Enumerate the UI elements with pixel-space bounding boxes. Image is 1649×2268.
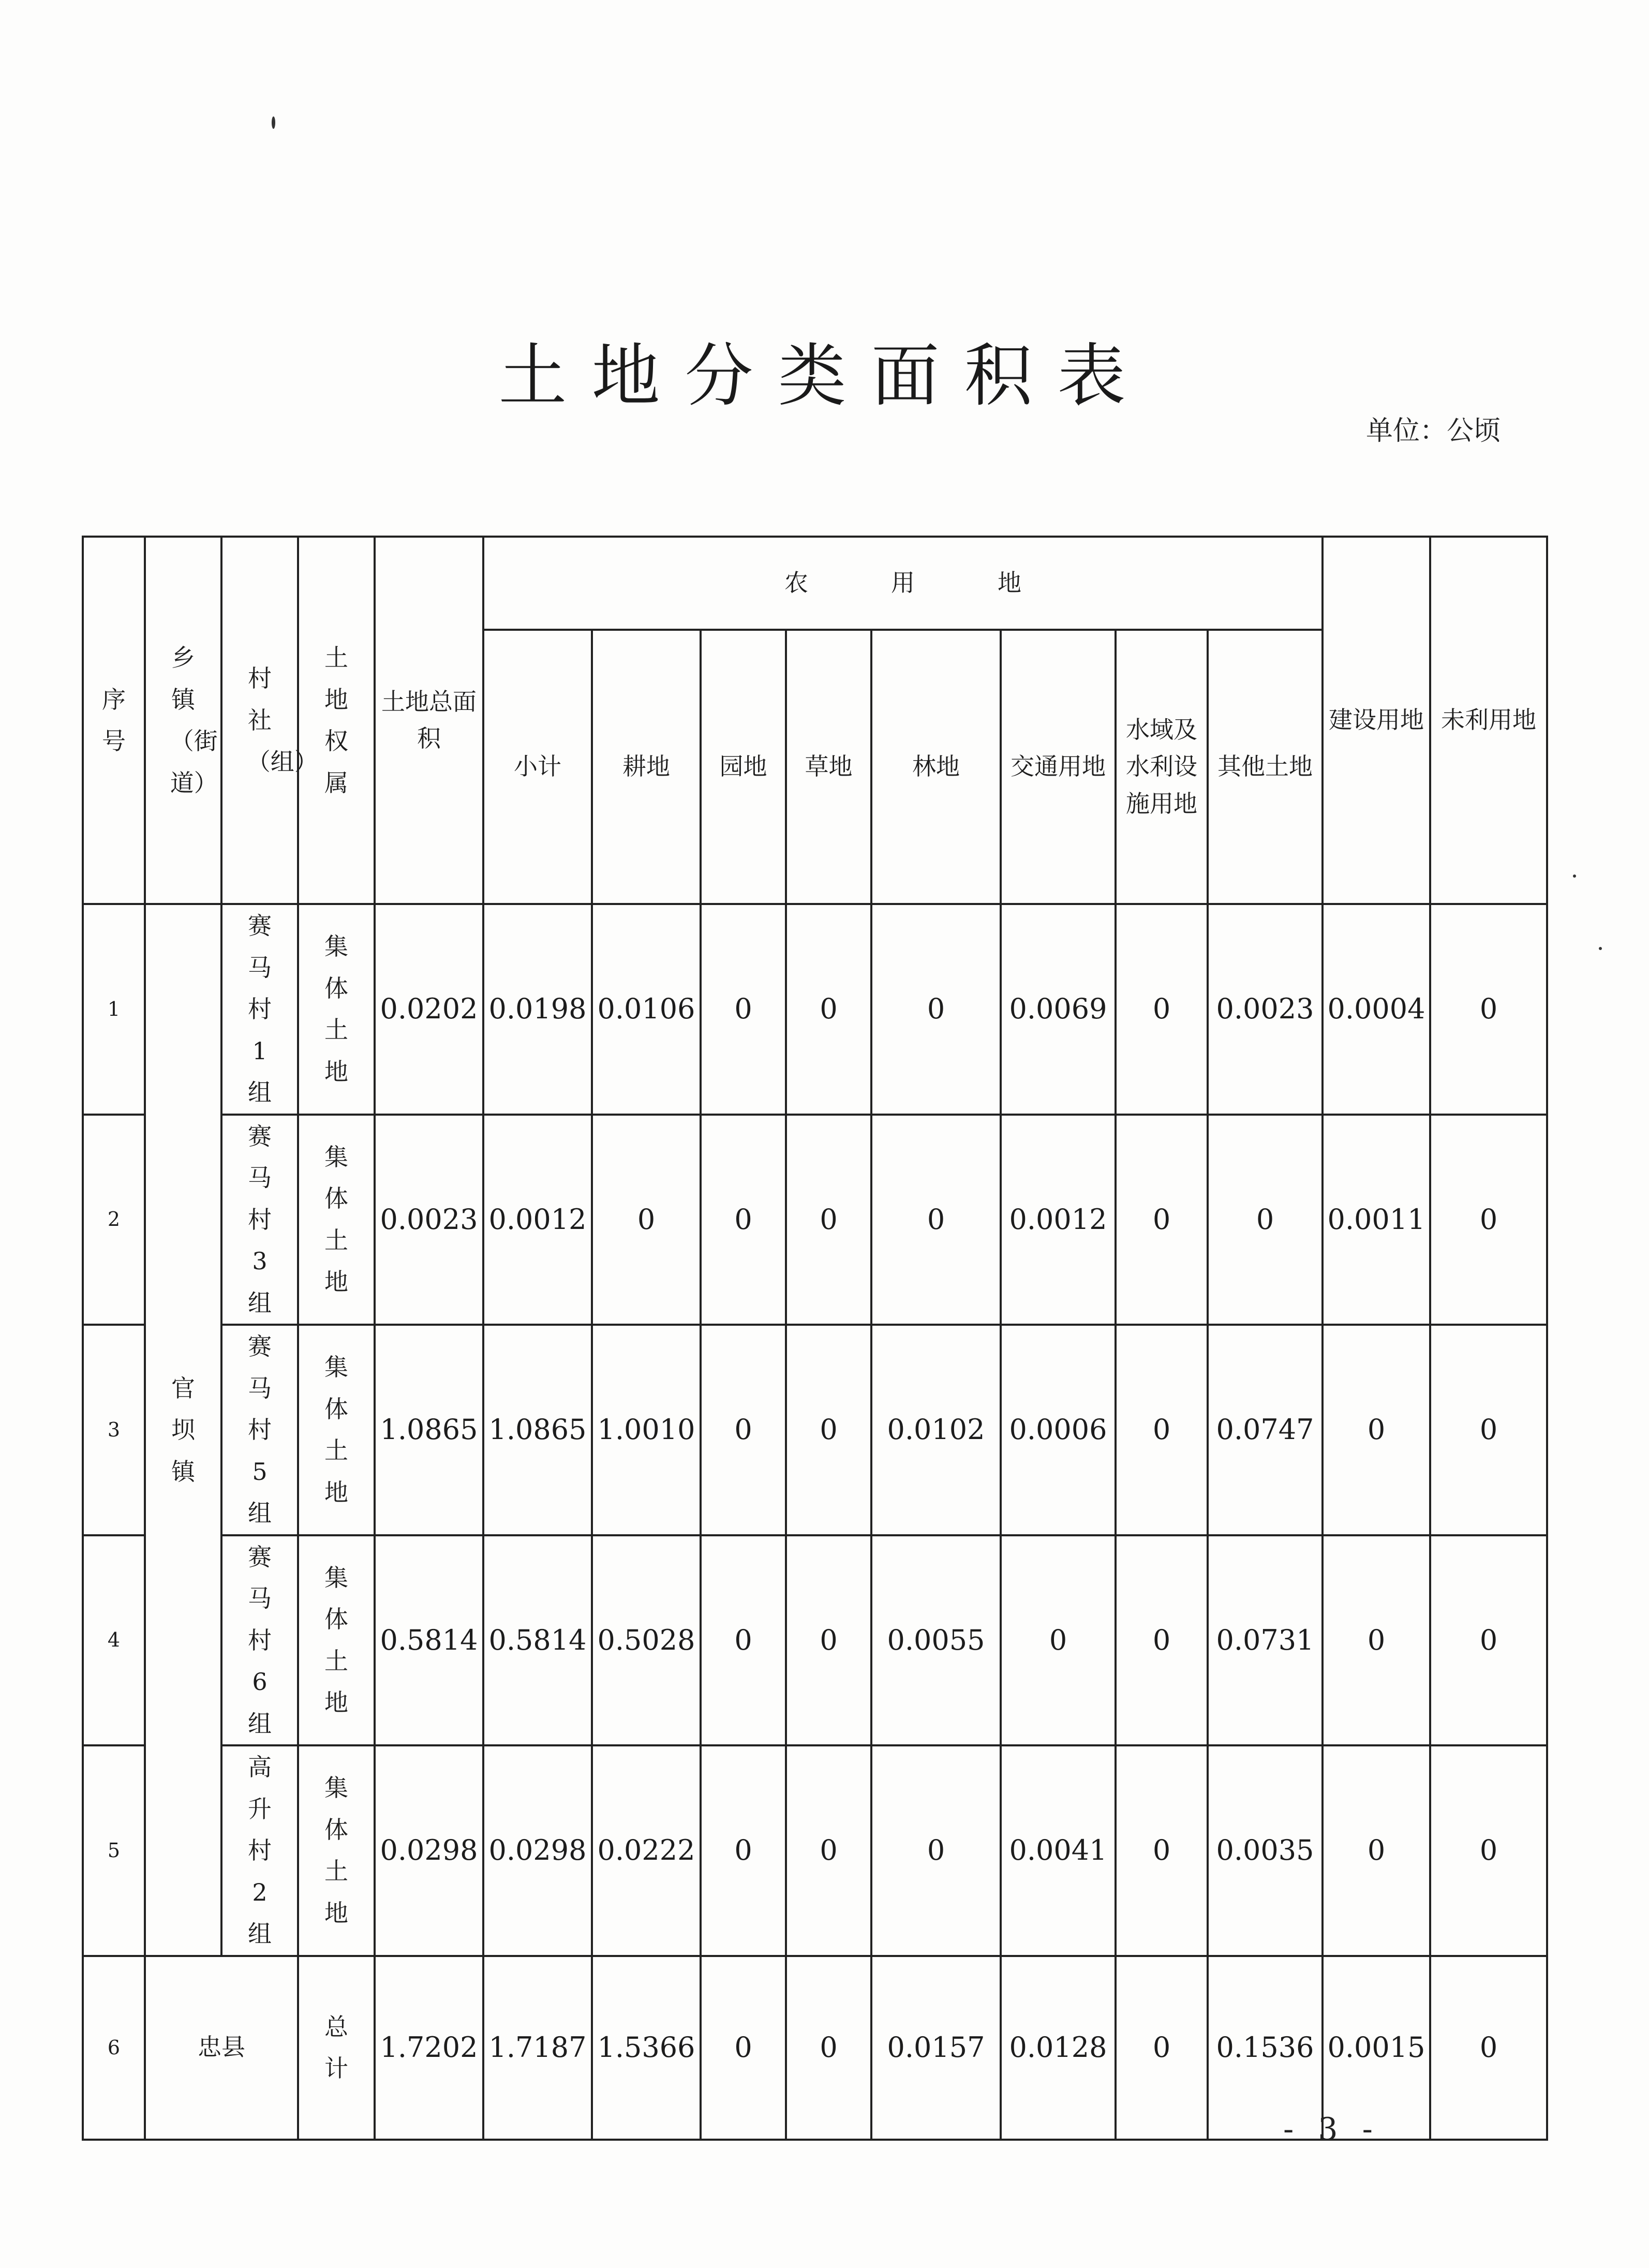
grass-cell: 0: [786, 904, 871, 1115]
total-area-cell: 0.0023: [375, 1115, 483, 1325]
unused-cell: 0: [1430, 1115, 1547, 1325]
subtotal-cell: 0.0198: [483, 904, 592, 1115]
row-seq: 2: [83, 1115, 145, 1325]
header-cultivated: 耕地: [592, 630, 701, 904]
construction-cell: 0: [1323, 1535, 1430, 1746]
header-garden: 园地: [701, 630, 786, 904]
row-seq: 5: [83, 1745, 145, 1956]
cultivated-cell: 0.0222: [592, 1745, 701, 1956]
garden-cell: 0: [701, 1115, 786, 1325]
garden-cell: 0: [701, 1535, 786, 1746]
unused-cell: 0: [1430, 1325, 1547, 1535]
forest-cell: 0.0102: [871, 1325, 1001, 1535]
forest-cell: 0.0157: [871, 1956, 1001, 2140]
water-cell: 0: [1116, 1115, 1208, 1325]
garden-cell: 0: [701, 1745, 786, 1956]
page-number: - 3 -: [1283, 2111, 1380, 2147]
scan-speck: [1599, 947, 1602, 950]
total-area-cell: 0.5814: [375, 1535, 483, 1746]
water-cell: 0: [1116, 904, 1208, 1115]
table-row: [83, 904, 1547, 1115]
row-seq: 4: [83, 1535, 145, 1746]
ownership-cell: 集体土地: [298, 1535, 375, 1746]
village-cell: 高升村2组: [221, 1745, 298, 1956]
table-row: [83, 1535, 1547, 1746]
transport-cell: 0.0012: [1001, 1115, 1116, 1325]
grass-cell: 0: [786, 1956, 871, 2140]
cultivated-cell: 1.0010: [592, 1325, 701, 1535]
cultivated-cell: 1.5366: [592, 1956, 701, 2140]
ownership-cell: 集体土地: [298, 904, 375, 1115]
village-cell: 赛马村3组: [221, 1115, 298, 1325]
total-area-cell: 1.0865: [375, 1325, 483, 1535]
document-title: 土地分类面积表: [498, 336, 1151, 416]
subtotal-cell: 1.7187: [483, 1956, 592, 2140]
header-village: 村社（组）: [221, 537, 298, 904]
header-unused-land: 未利用地: [1430, 537, 1547, 904]
unused-cell: 0: [1430, 1956, 1547, 2140]
subtotal-cell: 1.0865: [483, 1325, 592, 1535]
header-other: 其他土地: [1208, 630, 1323, 904]
other-cell: 0.0731: [1208, 1535, 1323, 1746]
header-grass: 草地: [786, 630, 871, 904]
construction-cell: 0.0011: [1323, 1115, 1430, 1325]
other-cell: 0.0023: [1208, 904, 1323, 1115]
forest-cell: 0: [871, 904, 1001, 1115]
total-area-cell: 0.0202: [375, 904, 483, 1115]
cultivated-cell: 0: [592, 1115, 701, 1325]
grass-cell: 0: [786, 1325, 871, 1535]
other-cell: 0.1536: [1208, 1956, 1323, 2140]
ownership-cell: 集体土地: [298, 1325, 375, 1535]
total-label-cell: 总计: [298, 1956, 375, 2140]
table-row: [83, 1115, 1547, 1325]
row-seq: 6: [83, 1956, 145, 2140]
construction-cell: 0: [1323, 1325, 1430, 1535]
subtotal-cell: 0.0012: [483, 1115, 592, 1325]
header-total-area: 土地总面积: [375, 537, 483, 904]
transport-cell: 0: [1001, 1535, 1116, 1746]
unused-cell: 0: [1430, 1535, 1547, 1746]
water-cell: 0: [1116, 1535, 1208, 1746]
header-ownership: 土地权属: [298, 537, 375, 904]
scan-speck: [272, 116, 275, 129]
header-forest: 林地: [871, 630, 1001, 904]
unused-cell: 0: [1430, 1745, 1547, 1956]
row-seq: 3: [83, 1325, 145, 1535]
total-area-cell: 1.7202: [375, 1956, 483, 2140]
header-water: 水域及水利设施用地: [1116, 630, 1208, 904]
village-cell: 赛马村1组: [221, 904, 298, 1115]
forest-cell: 0: [871, 1745, 1001, 1956]
ownership-cell: 集体土地: [298, 1745, 375, 1956]
table-row: [83, 1745, 1547, 1956]
water-cell: 0: [1116, 1745, 1208, 1956]
water-cell: 0: [1116, 1325, 1208, 1535]
construction-cell: 0.0004: [1323, 904, 1430, 1115]
cultivated-cell: 0.5028: [592, 1535, 701, 1746]
forest-cell: 0: [871, 1115, 1001, 1325]
transport-cell: 0.0006: [1001, 1325, 1116, 1535]
forest-cell: 0.0055: [871, 1535, 1001, 1746]
other-cell: 0.0035: [1208, 1745, 1323, 1956]
grass-cell: 0: [786, 1745, 871, 1956]
cultivated-cell: 0.0106: [592, 904, 701, 1115]
row-seq: 1: [83, 904, 145, 1115]
subtotal-cell: 0.0298: [483, 1745, 592, 1956]
transport-cell: 0.0041: [1001, 1745, 1116, 1956]
scan-speck: [1573, 874, 1576, 878]
header-seq: 序号: [83, 537, 145, 904]
header-transport: 交通用地: [1001, 630, 1116, 904]
garden-cell: 0: [701, 1956, 786, 2140]
header-subtotal: 小计: [483, 630, 592, 904]
other-cell: 0.0747: [1208, 1325, 1323, 1535]
unit-label: 单位：公顷: [1366, 416, 1501, 447]
water-cell: 0: [1116, 1956, 1208, 2140]
garden-cell: 0: [701, 904, 786, 1115]
construction-cell: 0: [1323, 1745, 1430, 1956]
table-row: [83, 1325, 1547, 1535]
unused-cell: 0: [1430, 904, 1547, 1115]
grass-cell: 0: [786, 1535, 871, 1746]
village-cell: 赛马村6组: [221, 1535, 298, 1746]
village-cell: 赛马村5组: [221, 1325, 298, 1535]
construction-cell: 0.0015: [1323, 1956, 1430, 2140]
ownership-cell: 集体土地: [298, 1115, 375, 1325]
township-cell: 官坝镇: [145, 904, 221, 1956]
grass-cell: 0: [786, 1115, 871, 1325]
total-area-cell: 0.0298: [375, 1745, 483, 1956]
transport-cell: 0.0069: [1001, 904, 1116, 1115]
transport-cell: 0.0128: [1001, 1956, 1116, 2140]
subtotal-cell: 0.5814: [483, 1535, 592, 1746]
header-agricultural-land: 农用地: [483, 537, 1323, 630]
land-classification-table: [82, 536, 1548, 2141]
header-township: 乡镇（街道）: [145, 537, 221, 904]
other-cell: 0: [1208, 1115, 1323, 1325]
garden-cell: 0: [701, 1325, 786, 1535]
county-cell: 忠县: [145, 1956, 298, 2140]
header-construction-land: 建设用地: [1323, 537, 1430, 904]
